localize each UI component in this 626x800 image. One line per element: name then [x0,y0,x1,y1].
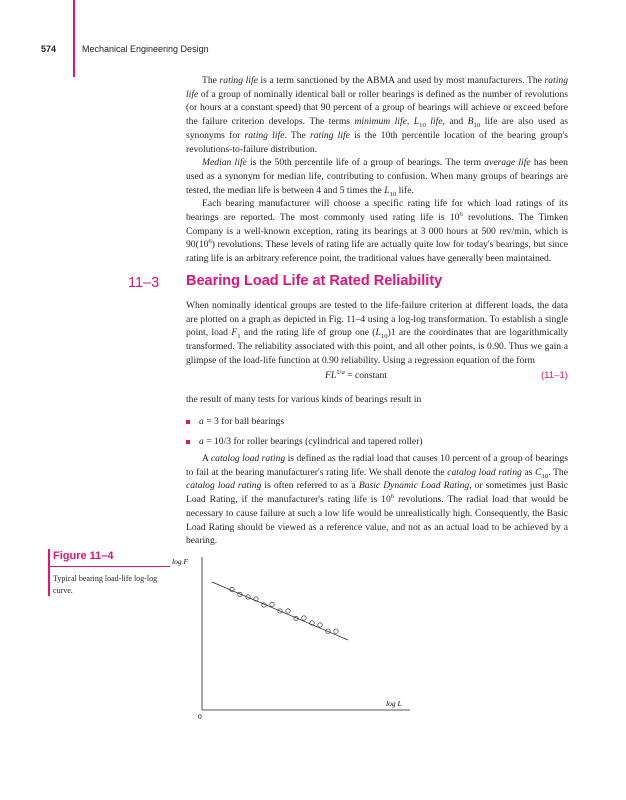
y-axis-label: log F [172,557,189,566]
data-point [286,609,290,613]
section-number: 11–3 [128,275,160,291]
load-life-plot [160,555,420,725]
regression-line [212,582,348,640]
section-title: Bearing Load Life at Rated Reliability [186,273,443,289]
equation-number: (11–1) [540,370,568,381]
bullet-item-ball [186,416,568,436]
section-body-1 [186,299,568,368]
intro-text [186,74,568,266]
header-vertical-rule [73,0,75,77]
data-point [318,623,322,627]
section-body-3 [186,452,568,548]
section-paragraph-3: A catalog load rating is defined as the radial load that causes 10 percent of a group of bearings to fail at the bearing manufacturer's rating life. We shall denote the catalog load rating as $C_{10}$. The catalog load rating is often referred to as a Basic Dynamic Load Rating, or sometimes just Basic Load Rating, if the manufacturer's rating life is $10^6$ revolutions. The radial load that would be necessary to cause failure at such a low life would be unrealistically high. Consequently, the Basic Load Rating should be viewed as a reference value, and not as an actual load to be achieved by a bearing. [186,453,568,547]
data-points [230,587,338,633]
intro-paragraph-3: Each bearing manufacturer will choose a specific rating life for which load ratings of its bearings are reported. The most commonly used rating life is $10^6$ revolutions. The Timken Company is a well-known exception, rating its bearings at 3 000 hours at 500 rev/min, which is $90(10^6)$ revolutions. These levels of rating life are actually quite low for today's bearings, but since rating life is an arbitrary reference point, the traditional values have generally been maintained. [186,198,568,265]
section-paragraph-2: the result of many tests for various kinds of bearings result in [186,394,422,405]
intro-paragraph-2: Median life is the 50th percentile life of a group of bearings. The term average life has been used as a synonym for median life, contributing to confusion. When many groups of bearings are tested, the median life is between 4 and 5 times the $L_{10}$ life. [186,157,568,198]
intro-paragraph-1: The rating life is a term sanctioned by the ABMA and used by most manufacturers. The rating life of a group of nominally identical ball or roller bearings is defined as the number of revolutions (or hours at a constant speed) that 90 percent of a group of bearings will achieve or exceed before the failure criterion develops. The terms minimum life, $L_{10}$ life, and $B_{10}$ life are also used as synonyms for rating life. The rating life is the 10th percentile location of the bearing group's revolutions-to-failure distribution. [186,75,569,155]
origin-label: 0 [198,712,202,721]
data-point [270,602,274,606]
bullet-text-2: a = 10/3 for roller bearings (cylindrical and tapered roller) [199,436,423,447]
section-paragraph-1: When nominally identical groups are tested to the life-failure criterion at different loads, the data are plotted on a graph as depicted in Fig. 11–4 using a log-log transformation. To establish a single point, load $F_1$ and the rating life of group one $(L_{10})1$ are the coordinates that are logarithmically transformed. The reliability associated with this point, and all other points, is 0.90. Thus we gain a glimpse of the load-life function at 0.90 reliability. Using a regression equation of the form [186,300,569,366]
equation-expression: $FL^{1/a}$ = constant [325,368,387,381]
bullet-list [186,416,568,456]
equation-11-1 [186,370,568,384]
data-point [302,616,306,620]
figure-side-rule [48,549,50,596]
figure-caption: Typical bearing load-life log-log curve. [53,574,158,595]
figure-label: Figure 11–4 [53,550,114,562]
section-body-2 [186,393,568,407]
x-axis-label: log L [386,699,402,708]
data-point [334,629,338,633]
page-header [0,44,626,58]
figure-label-rule [48,566,170,567]
running-title: Mechanical Engineering Design [82,44,209,54]
bullet-text-1: a = 3 for ball bearings [199,416,285,427]
page-number: 574 [41,44,57,54]
